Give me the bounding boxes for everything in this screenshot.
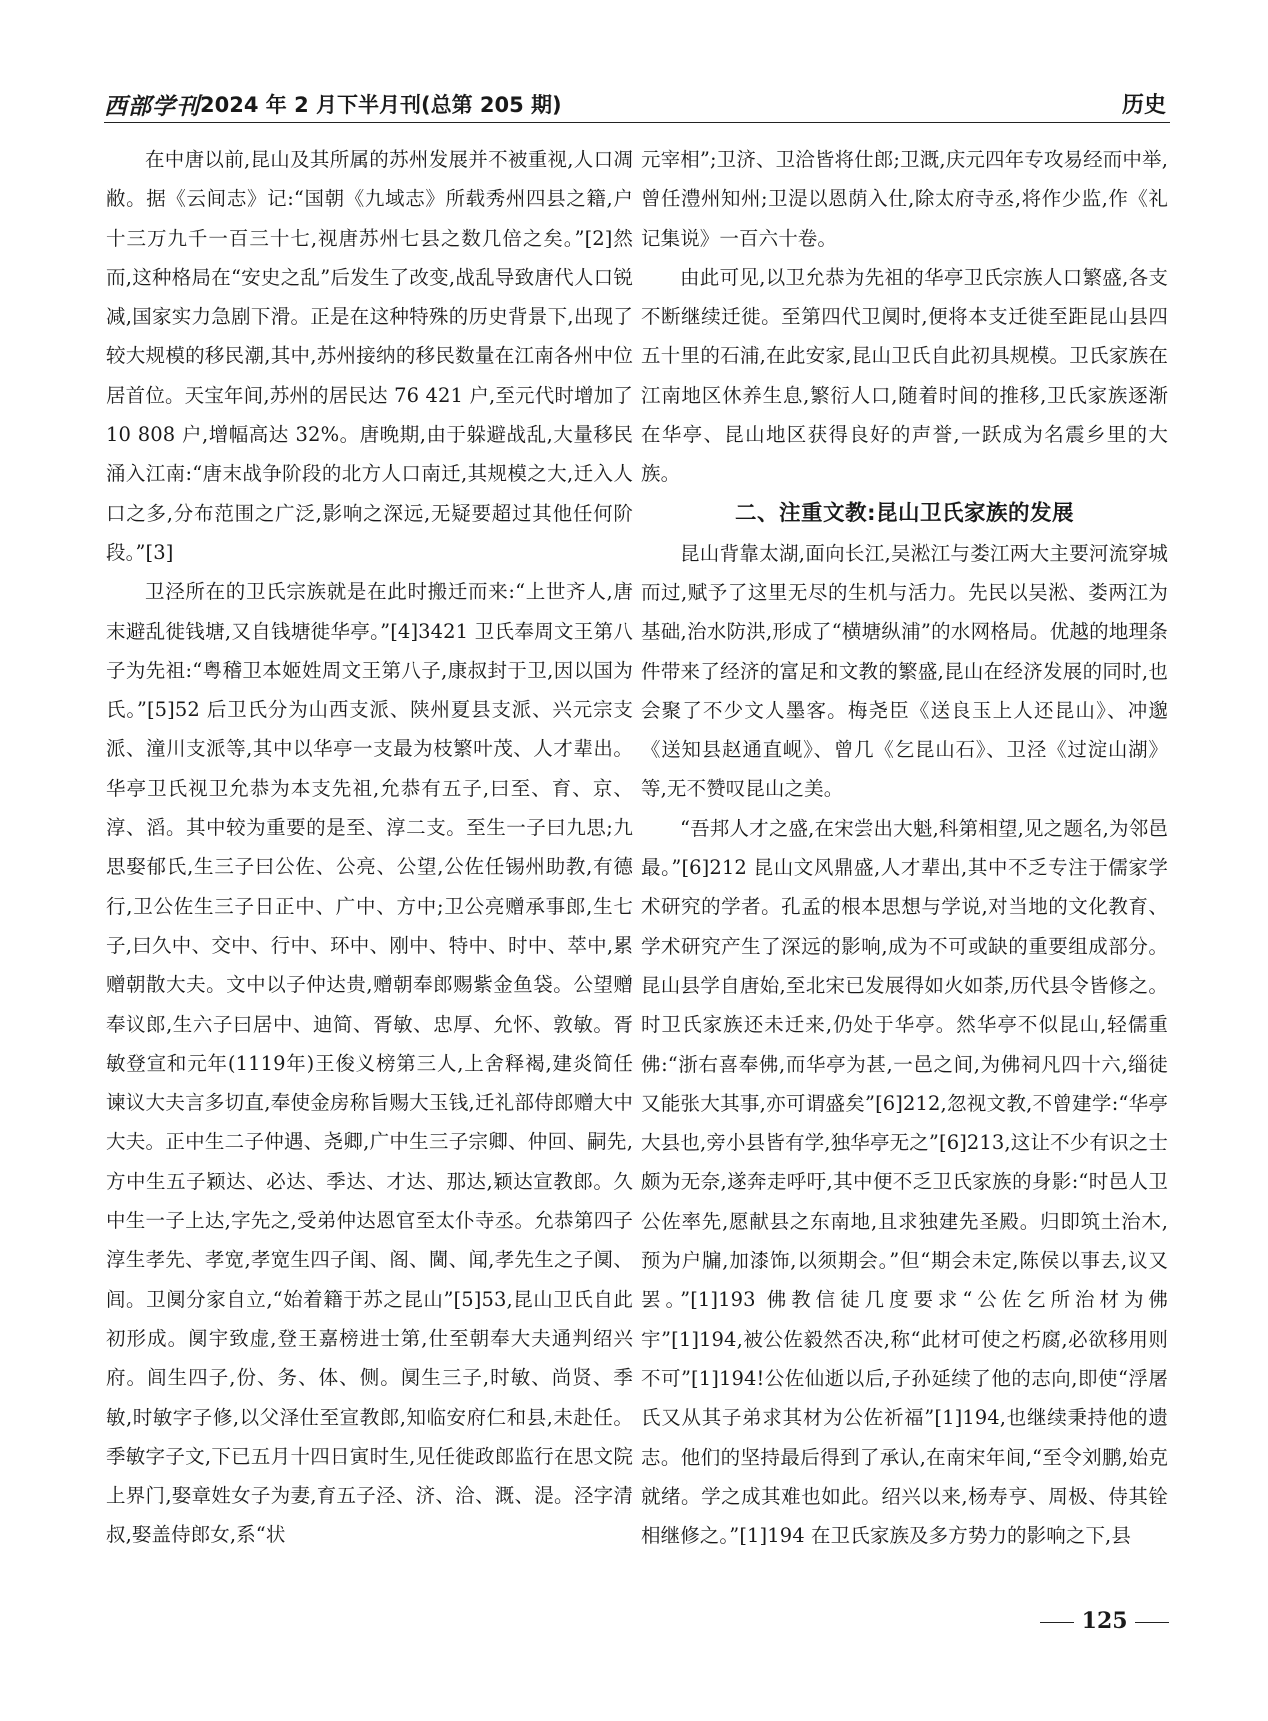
paragraph: “吾邦人才之盛,在宋尝出大魁,科第相望,见之题名,为邻邑最。”[6]212 昆山文风鼎盛,人才辈出,其中不乏专注于儒家学术研究的学者。孔孟的根本思想与学说,对当地的文化教育、学术研究产生了深远的影响,成为不可或缺的重要组成部分。昆山县学自唐始,至北宋已发展得如火如荼,历代县令皆修之。时卫氏家族还未迁来,仍处于华亭。然华亭不似昆山,轻儒重佛:“浙右喜奉佛,而华亭为甚,一邑之间,为佛祠凡四十六,缁徒又能张大其事,亦可谓盛矣”[6]212,忽视文教,不曾建学:“华亭大县也,旁小县皆有学,独华亭无之”[6]213,这让不少有识之士颇为无奈,遂奔走呼吁,其中便不乏卫氏家族的身影:“时邑人卫公佐率先,愿献县之东南地,且求独建先圣殿。归即筑土治木,预为户牖,加漆饰,以须期会。”但“期会未定,陈侯以事去,议又罢。”[1]193 佛教信徒几度要求“公佐乞所治材为佛宇”[1]194,被公佐毅然否决,称“此材可使之朽腐,必欲移用则不可”[1]194!公佐仙逝以后,子孙延续了他的志向,即使“浮屠氏又从其子弟求其材为公佐祈福”[1]194,也继续秉持他的遗志。他们的坚持最后得到了承认,在南宋年间,“至令刘鹏,始克就绪。学之成其难也如此。绍兴以来,杨寿亨、周极、侍其铨相继修之。”[1]194 在卫氏家族及多方势力的影响之下,县 [641,816,1168,1548]
paragraph: 昆山背靠太湖,面向长江,吴淞江与娄江两大主要河流穿城而过,赋予了这里无尽的生机与活力。先民以吴淞、娄两江为基础,治水防洪,形成了“横塘纵浦”的水网格局。优越的地理条件带来了经济的富足和文教的繁盛,昆山在经济发展的同时,也会聚了不少文人墨客。梅尧臣《送良玉上人还昆山》、冲邈《送知县赵通直岘》、曾几《乞昆山石》、卫泾《过淀山湖》等,无不赞叹昆山之美。 [641,541,1168,801]
section-heading: 二、注重文教:昆山卫氏家族的发展 [734,500,1075,526]
issue-info: 2024 年 2 月下半月刊(总第 205 期) [200,93,562,117]
right-column [641,140,1168,1555]
paragraph: 在中唐以前,昆山及其所属的苏州发展并不被重视,人口凋敝。据《云间志》记:“国朝《九域志》所载秀州四县之籍,户十三万九千一百三十七,视唐苏州七县之数几倍之矣。”[2]然而,这种格局在“安史之乱”后发生了改变,战乱导致唐代人口锐减,国家实力急剧下滑。正是在这种特殊的历史背景下,出现了较大规模的移民潮,其中,苏州接纳的移民数量在江南各州中位居首位。天宝年间,苏州的居民达 76 421 户,至元代时增加了 10 808 户,增幅高达 32%。唐晚期,由于躲避战乱,大量移民涌入江南:“唐末战争阶段的北方人口南迁,其规模之大,迁入人口之多,分布范围之广泛,影响之深远,无疑要超过其他任何阶段。”[3] [106,148,633,564]
footer-dash-right [1135,1622,1169,1623]
page-header [104,86,1170,126]
page-number: 125 [1081,1608,1128,1634]
left-column [106,140,633,1555]
header-rule [104,122,1170,123]
page-footer [1040,1608,1169,1634]
paragraph: 卫泾所在的卫氏宗族就是在此时搬迁而来:“上世齐人,唐末避乱徙钱塘,又自钱塘徙华亭。”[4]3421 卫氏奉周文王第八子为先祖:“粤稽卫本姬姓周文王第八子,康叔封于卫,因以国为氏。”[5]52 后卫氏分为山西支派、陕州夏县支派、兴元宗支派、潼川支派等,其中以华亭一支最为枝繁叶茂、人才辈出。华亭卫氏视卫允恭为本支先祖,允恭有五子,曰至、育、京、淳、滔。其中较为重要的是至、淳二支。至生一子曰九思;九思娶郁氏,生三子曰公佐、公亮、公望,公佐任锡州助教,有德行,卫公佐生三子日正中、广中、方中;卫公亮赠承事郎,生七子,曰久中、交中、行中、环中、刚中、特中、时中、萃中,累赠朝散大夫。文中以子仲达贵,赠朝奉郎赐紫金鱼袋。公望赠奉议郎,生六子曰居中、迪简、胥敏、忠厚、允怀、敦敏。胥敏登宣和元年(1119年)王俊义榜第三人,上舍释褐,建炎简任谏议大夫言多切直,奉使金房称旨赐大玉钱,迁礼部侍郎赠大中大夫。正中生二子仲遇、尧卿,广中生三子宗卿、仲回、嗣先,方中生五子颖达、必达、季达、才达、那达,颖达宣教郎。久中生一子上达,字先之,受弟仲达恩官至太仆寺丞。允恭第四子淳生孝先、孝宽,孝宽生四子闺、阁、閫、闻,孝先生之子阒、闾。卫阒分家自立,“始着籍于苏之昆山”[5]53,昆山卫氏自此初形成。阒宇致虚,登王嘉榜进士第,仕至朝奉大夫通判绍兴府。闾生四子,份、务、体、侧。阒生三子,时敏、尚贤、季敏,时敏字子修,以父泽仕至宣教郎,知临安府仁和县,未赴任。季敏字子文,下已五月十四日寅时生,见任徙政郎监行在思文院上界门,娶章姓女子为妻,育五子泾、济、洽、溉、湜。泾字清叔,娶盖侍郎女,系“状 [106,580,633,1547]
journal-logo: 西部学刊 [104,93,200,120]
footer-dash-left [1040,1622,1074,1623]
section-label: 历史 [1121,93,1166,118]
paragraph-continued: 元宰相”;卫济、卫洽皆将仕郎;卫溉,庆元四年专攻易经而中举,曾任澧州知州;卫湜以恩荫入仕,除太府寺丞,将作少监,作《礼记集说》一百六十卷。 [641,148,1168,250]
paragraph: 由此可见,以卫允恭为先祖的华亭卫氏宗族人口繁盛,各支不断继续迁徙。至第四代卫阒时,便将本支迁徙至距昆山县四五十里的石浦,在此安家,昆山卫氏自此初具规模。卫氏家族在江南地区休养生息,繁衍人口,随着时间的推移,卫氏家族逐渐在华亭、昆山地区获得良好的声誉,一跃成为名震乡里的大族。 [641,265,1168,486]
